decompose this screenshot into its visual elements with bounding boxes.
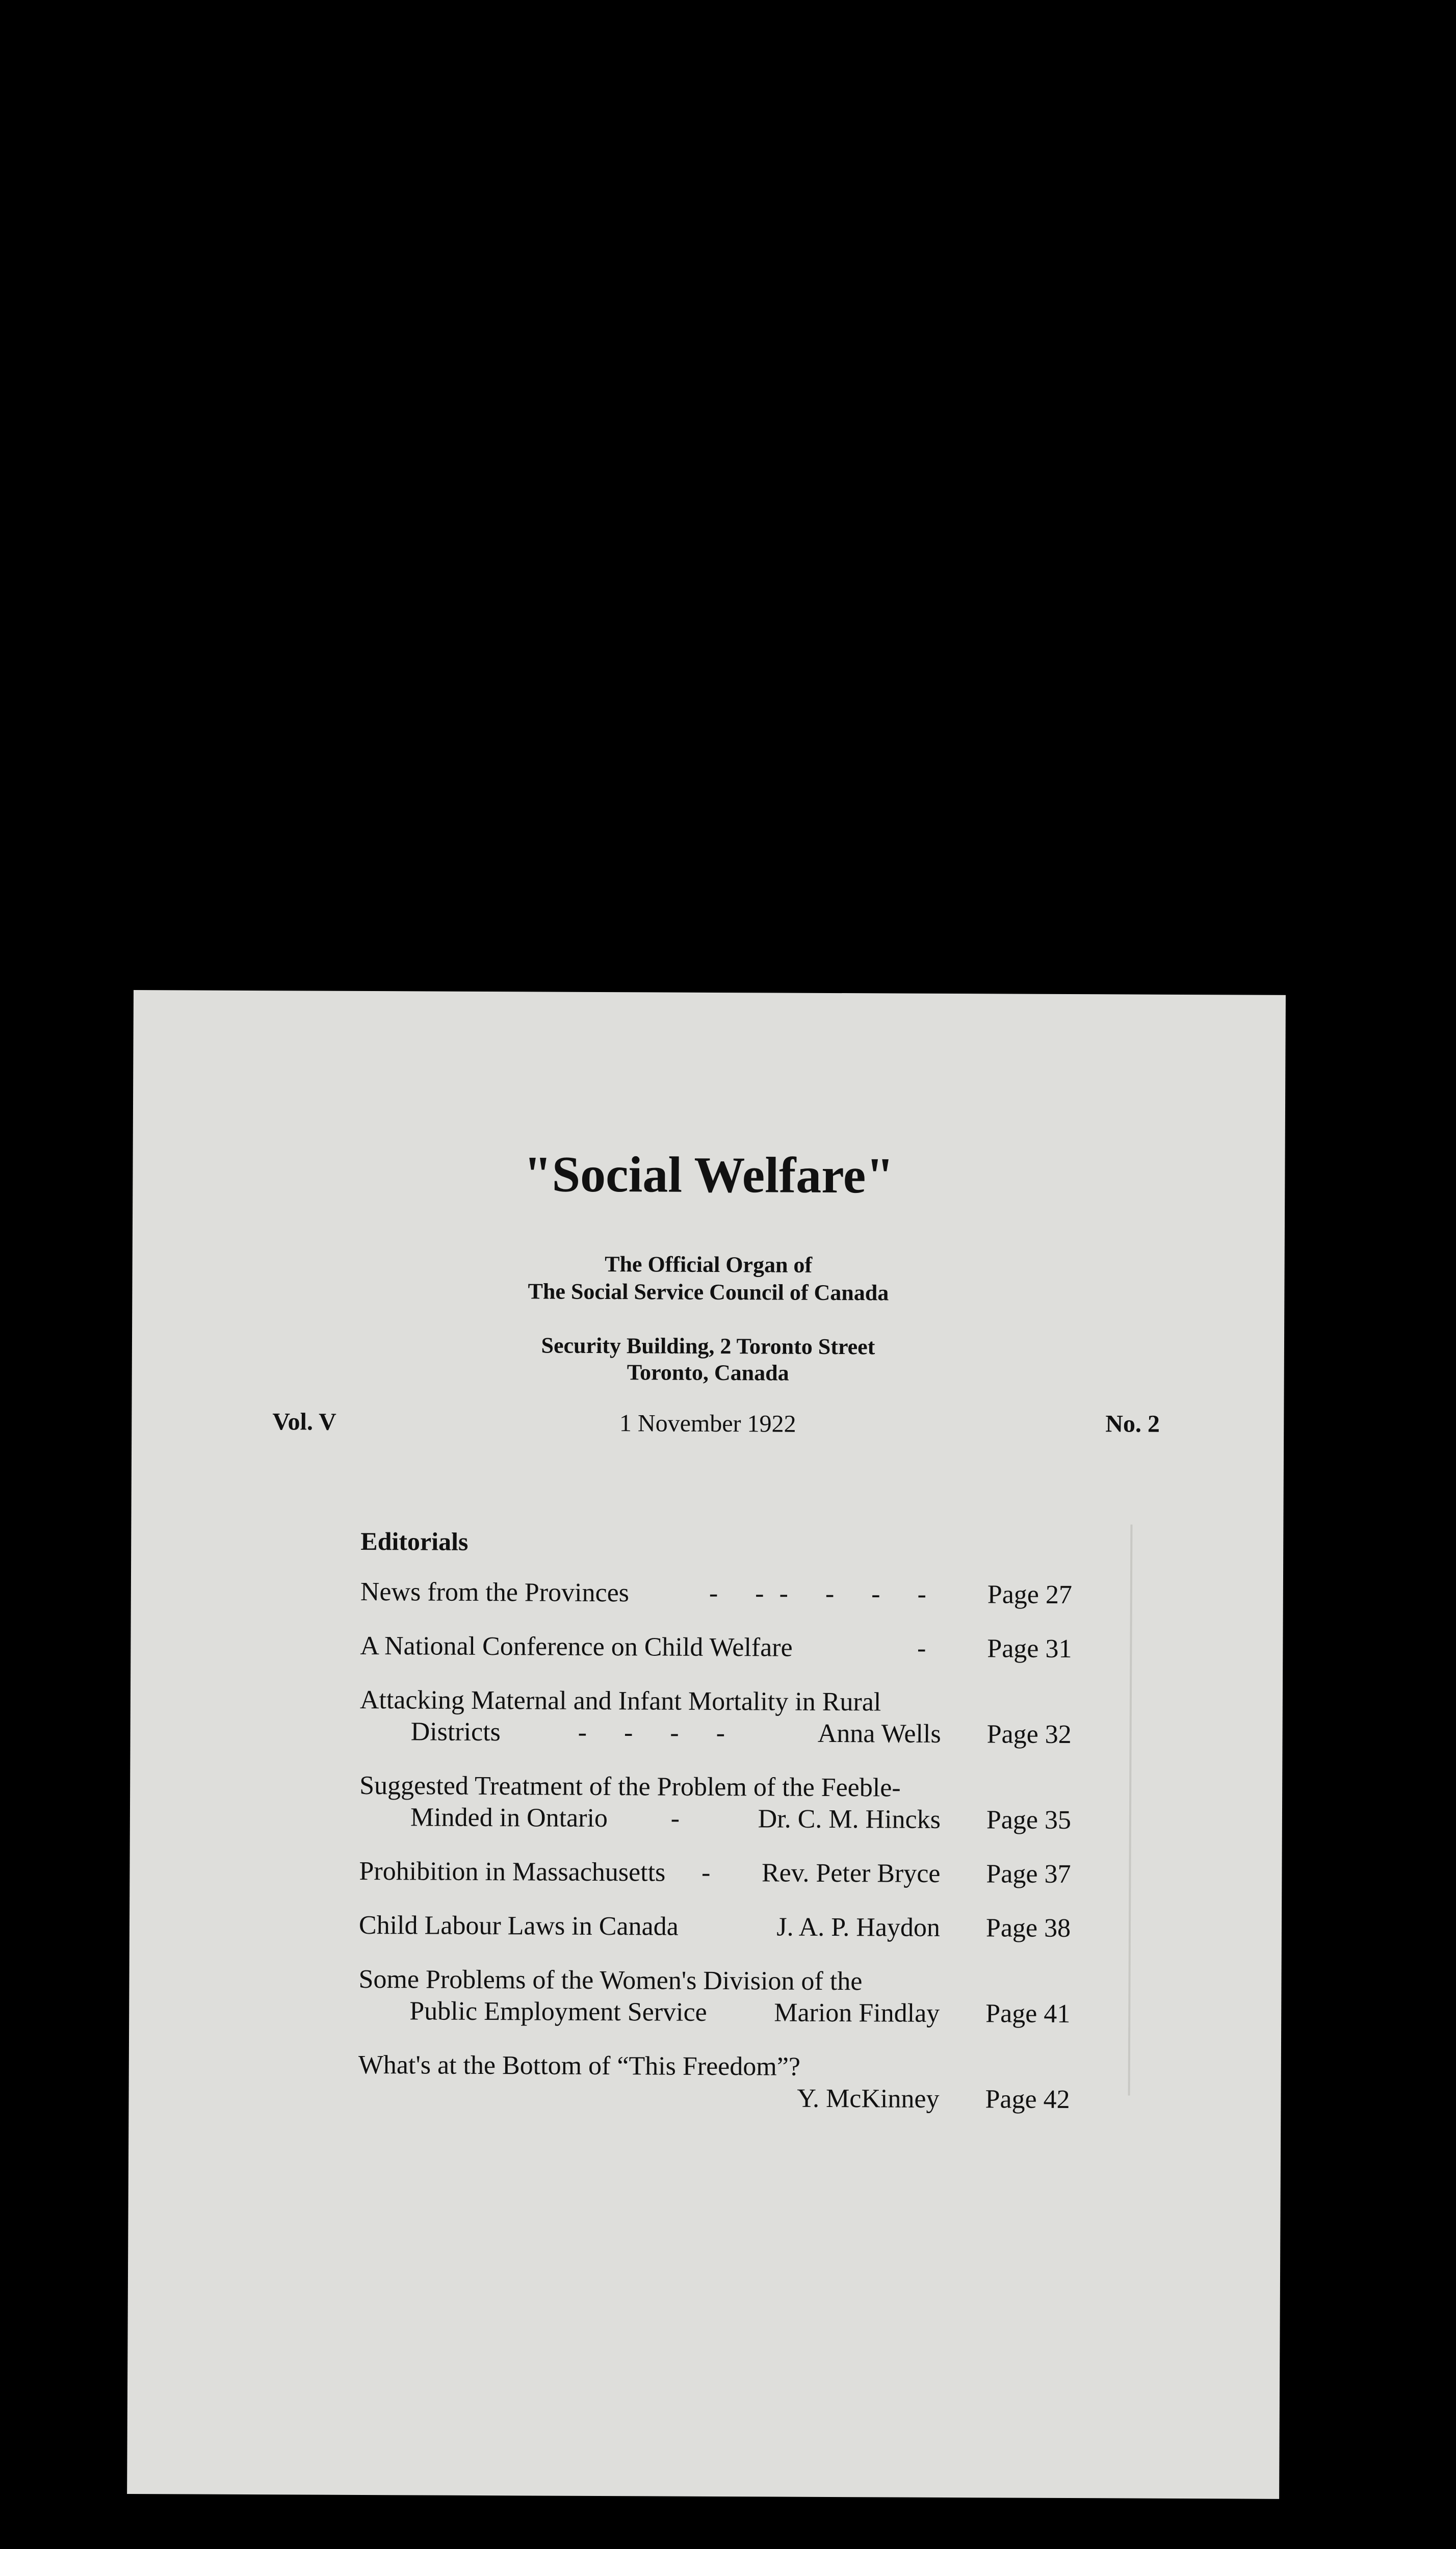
toc-entry [359,1910,1124,1945]
toc-leader: - [670,1804,695,1833]
organ-line-2: The Social Service Council of Canada [528,1279,889,1306]
issue-number: No. 2 [1105,1410,1160,1438]
toc-entry-title: What's at the Bottom of “This Freedom”? [358,2050,801,2082]
toc-author: J. A. P. Haydon [776,1912,941,1942]
toc-page: Page 27 [987,1580,1073,1610]
document-page [127,990,1286,2499]
organ-line-1: The Official Organ of [605,1252,813,1278]
toc-entry-title: Suggested Treatment of the Problem of the Feeble- [359,1771,901,1803]
toc-entry [358,2049,1123,2116]
toc-author: Rev. Peter Bryce [761,1858,941,1888]
toc-entry-title: A National Conference on Child Welfare [360,1631,793,1662]
toc-heading: Editorials [360,1526,469,1556]
toc-entry-title: Attacking Maternal and Infant Mortality in Rural [359,1685,881,1717]
toc-page: Page 32 [986,1720,1072,1750]
toc-page: Page 42 [985,2085,1070,2115]
volume-label: Vol. V [272,1408,336,1436]
toc-leader: - [917,1633,942,1663]
toc-entry-title: Child Labour Laws in Canada [358,1910,679,1941]
toc-entry [360,1684,1125,1751]
toc-entry [360,1576,1125,1611]
toc-entry [360,1630,1125,1666]
toc-author: Dr. C. M. Hincks [758,1804,941,1834]
toc-author: Anna Wells [817,1719,941,1749]
toc-page: Page 35 [986,1805,1072,1835]
toc-entry [359,1856,1124,1891]
toc-author: Marion Findlay [774,1998,940,2028]
toc-page: Page 41 [985,1999,1071,2029]
toc-entry-title: News from the Provinces [360,1577,630,1608]
toc-entry-title-cont: Public Employment Service [409,1996,707,2027]
toc-entry-title: Some Problems of the Women's Division of the [358,1964,863,1996]
toc-entry-title: Prohibition in Massachusetts [359,1856,666,1887]
toc-leader: - -- - - - [709,1578,942,1609]
toc-entry-title-cont: Minded in Ontario [410,1803,608,1833]
issue-date: 1 November 1922 [619,1410,796,1438]
toc-leader: - - - - [578,1718,741,1748]
toc-page: Page 31 [987,1634,1072,1664]
address-line-2: Toronto, Canada [627,1360,789,1386]
toc-leader: - [701,1858,726,1888]
column-rule [1128,1525,1133,2096]
toc-entry [358,1964,1124,2031]
toc-page: Page 37 [986,1859,1071,1889]
address-line-1: Security Building, 2 Toronto Street [541,1333,875,1360]
toc-entry-title-cont: Districts [410,1717,501,1747]
toc-page: Page 38 [985,1913,1071,1943]
journal-title: "Social Welfare" [523,1146,895,1204]
toc-author: Y. McKinney [797,2084,940,2114]
table-of-contents [358,1526,1125,2139]
toc-entry [359,1770,1125,1837]
